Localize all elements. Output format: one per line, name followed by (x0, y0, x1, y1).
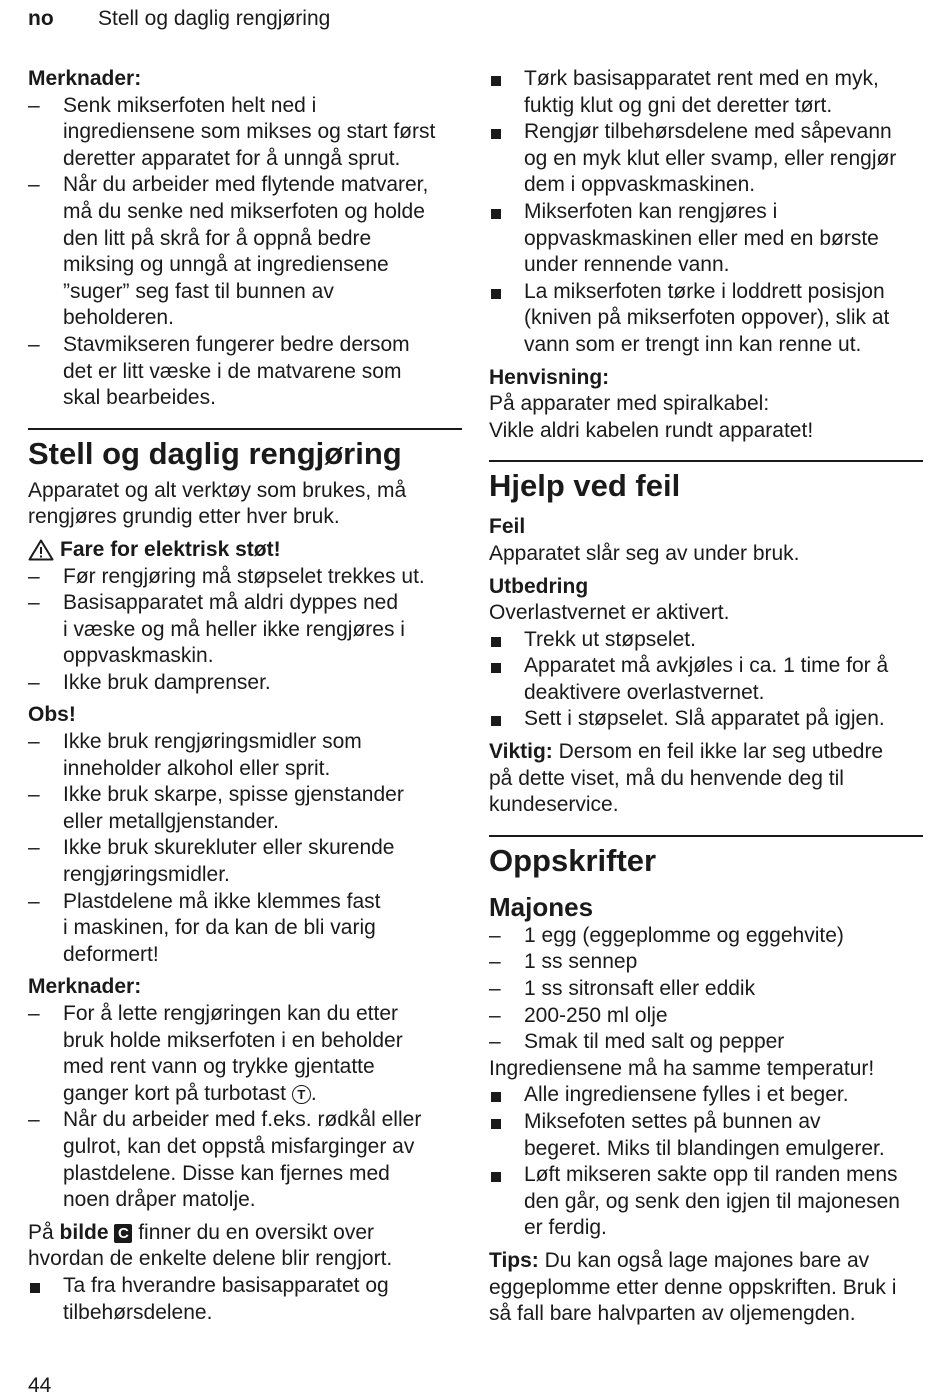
dash-marker: – (28, 783, 40, 807)
list-item: La mikserfoten tørke i loddrett posisjon (kniven på mikserfoten oppover), slik at vann som er trengt inn kan renne ut. (489, 279, 923, 359)
list-item: – 1 ss sennep (489, 949, 923, 976)
warning-label: Fare for elektrisk støt! (60, 537, 281, 561)
list-item: Rengjør tilbehørsdelene med såpevann og en myk klut eller svamp, eller rengjør dem i oppvaskmaskinen. (489, 119, 923, 199)
remedy-label: Utbedring (489, 574, 589, 598)
picture-reference: På bilde C finner du en oversikt over hvordan de enkelte delene blir rengjort. (28, 1220, 393, 1271)
warning-list (28, 564, 462, 697)
notes-list (28, 1001, 462, 1214)
fault-label: Feil (489, 515, 526, 539)
dash-marker: – (489, 923, 501, 947)
square-bullet (491, 1172, 501, 1182)
list-item: – Smak til med salt og pepper (489, 1029, 923, 1056)
dash-marker: – (489, 1003, 501, 1027)
notes-label: Merknader: (28, 975, 142, 999)
page-number: 44 (28, 1374, 52, 1397)
notes-list (28, 93, 462, 412)
list-item: Alle ingrediensene fylles i et beger. (489, 1082, 923, 1109)
list-item: – Stavmikseren fungerer bedre dersom det er litt væske i de matvarene som skal bearbeides. (28, 332, 410, 410)
dash-marker: – (28, 591, 40, 615)
remedy-steps (489, 627, 923, 733)
list-item: – Basisapparatet må aldri dyppes ned i væske og må heller ikke rengjøres i oppvaskmaskin. (28, 591, 405, 668)
language-code: no (28, 7, 54, 30)
note-text: Vikle aldri kabelen rundt apparatet! (489, 418, 814, 442)
obs-list (28, 729, 462, 968)
dash-marker: – (28, 670, 40, 694)
warning-heading (28, 537, 462, 564)
section-divider (28, 428, 462, 430)
list-item: Løft mikseren sakte opp til randen mens den går, og senk den igjen til majonesen er ferdig. (489, 1162, 923, 1242)
square-bullet (491, 637, 501, 647)
list-item: – Ikke bruk skarpe, spisse gjenstander eller metallgjenstander. (28, 783, 404, 833)
dash-marker: – (28, 889, 40, 913)
notes-label: Merknader: (28, 67, 142, 90)
dash-marker: – (28, 564, 40, 588)
remedy-text: Overlastvernet er aktivert. (489, 601, 730, 625)
figure-c-badge: C (114, 1224, 132, 1243)
list-item: – Før rengjøring må støpselet trekkes ut. (28, 564, 462, 591)
note-label: Henvisning: (489, 365, 610, 389)
square-bullet (491, 209, 501, 219)
list-item: Sett i støpselet. Slå apparatet på igjen. (489, 706, 923, 733)
section-divider (489, 835, 923, 837)
square-bullet (491, 716, 501, 726)
list-item: Trekk ut støpselet. (489, 627, 923, 654)
list-item: – Ikke bruk damprenser. (28, 670, 462, 697)
header-title: Stell og daglig rengjøring (98, 7, 331, 30)
dash-marker: – (489, 950, 501, 974)
section-title: Oppskrifter (489, 842, 657, 878)
square-bullet (491, 1119, 501, 1129)
list-item: Mikserfoten kan rengjøres i oppvaskmaskinen eller med en børste under rennende vann. (489, 199, 923, 279)
list-item: – Ikke bruk rengjøringsmidler som inneholder alkohol eller sprit. (28, 730, 362, 780)
recipe-steps (489, 1082, 923, 1242)
list-item: Miksefoten settes på bunnen av begeret. Miks til blandingen emulgerer. (489, 1109, 923, 1162)
ingredient-list (489, 923, 923, 1056)
square-bullet (491, 129, 501, 139)
dash-marker: – (28, 1108, 40, 1132)
important-note: Viktig: Dersom en feil ikke lar seg utbedre på dette viset, må du henvende deg til kundeservice. (489, 740, 884, 817)
square-bullet (491, 663, 501, 673)
dash-marker: – (28, 836, 40, 860)
section-title: Stell og daglig rengjøring (28, 435, 402, 471)
list-item: – 200-250 ml olje (489, 1003, 923, 1030)
list-item: – Senk mikserfoten helt ned i ingrediensene som mikses og start først deretter apparatet for å unngå sprut. (28, 93, 436, 170)
right-column (489, 66, 923, 1328)
list-item: Ta fra hverandre basisapparatet og tilbehørsdelene. (28, 1273, 462, 1326)
square-bullet (30, 1283, 40, 1293)
square-bullet (491, 289, 501, 299)
recipe-title: Majones (489, 891, 594, 922)
tips-note: Tips: Du kan også lage majones bare av eggeplomme etter denne oppskriften. Bruk i så fall bare halvparten av oljemengden. (489, 1248, 897, 1326)
square-bullet (491, 76, 501, 86)
dash-marker: – (28, 730, 40, 754)
list-item: – For å lette rengjøringen kan du etter bruk holde mikserfoten i en beholder med rent vann og trykke gjentatte ganger kort på turbotast T . (28, 1002, 403, 1105)
list-item: – Plastdelene må ikke klemmes fast i maskinen, for da kan de bli varig deformert! (28, 889, 381, 966)
dash-marker: – (28, 332, 40, 356)
turbo-button-icon: T (292, 1085, 311, 1104)
square-bullet (491, 1092, 501, 1102)
list-item: – 1 egg (eggeplomme og eggehvite) (489, 923, 923, 950)
list-item: Apparatet må avkjøles i ca. 1 time for å deaktivere overlastvernet. (489, 653, 923, 706)
section-divider (489, 460, 923, 462)
note-text: På apparater med spiralkabel: (489, 392, 770, 416)
list-item: Tørk basisapparatet rent med en myk, fuktig klut og gni det deretter tørt. (489, 66, 923, 119)
temperature-note: Ingrediensene må ha samme temperatur! (489, 1056, 875, 1080)
cleaning-steps (489, 66, 923, 359)
left-column (28, 66, 462, 1326)
warning-triangle-icon (28, 539, 54, 561)
dash-marker: – (28, 93, 40, 117)
intro-paragraph: Apparatet og alt verktøy som brukes, må rengjøres grundig etter hver bruk. (28, 478, 407, 529)
dash-marker: – (28, 173, 40, 197)
list-item: – 1 ss sitronsaft eller eddik (489, 976, 923, 1003)
page-header (28, 6, 330, 32)
list-item: – Ikke bruk skurekluter eller skurende rengjøringsmidler. (28, 836, 395, 887)
fault-text: Apparatet slår seg av under bruk. (489, 541, 800, 565)
dash-marker: – (489, 1030, 501, 1054)
obs-label: Obs! (28, 703, 76, 727)
dash-marker: – (28, 1002, 40, 1025)
section-title: Hjelp ved feil (489, 468, 681, 504)
list-item: – Når du arbeider med flytende matvarer, må du senke ned mikserfoten og holde den litt på skrå for å oppnå bedre miksing og unngå at ingrediensene ”suger” seg fast til bunnen av beholderen. (28, 173, 429, 330)
dash-marker: – (489, 977, 501, 1001)
list-item: – Når du arbeider med f.eks. rødkål eller gulrot, kan det oppstå misfarginger av plastdelene. Disse kan fjernes med noen dråper matolje. (28, 1108, 422, 1212)
